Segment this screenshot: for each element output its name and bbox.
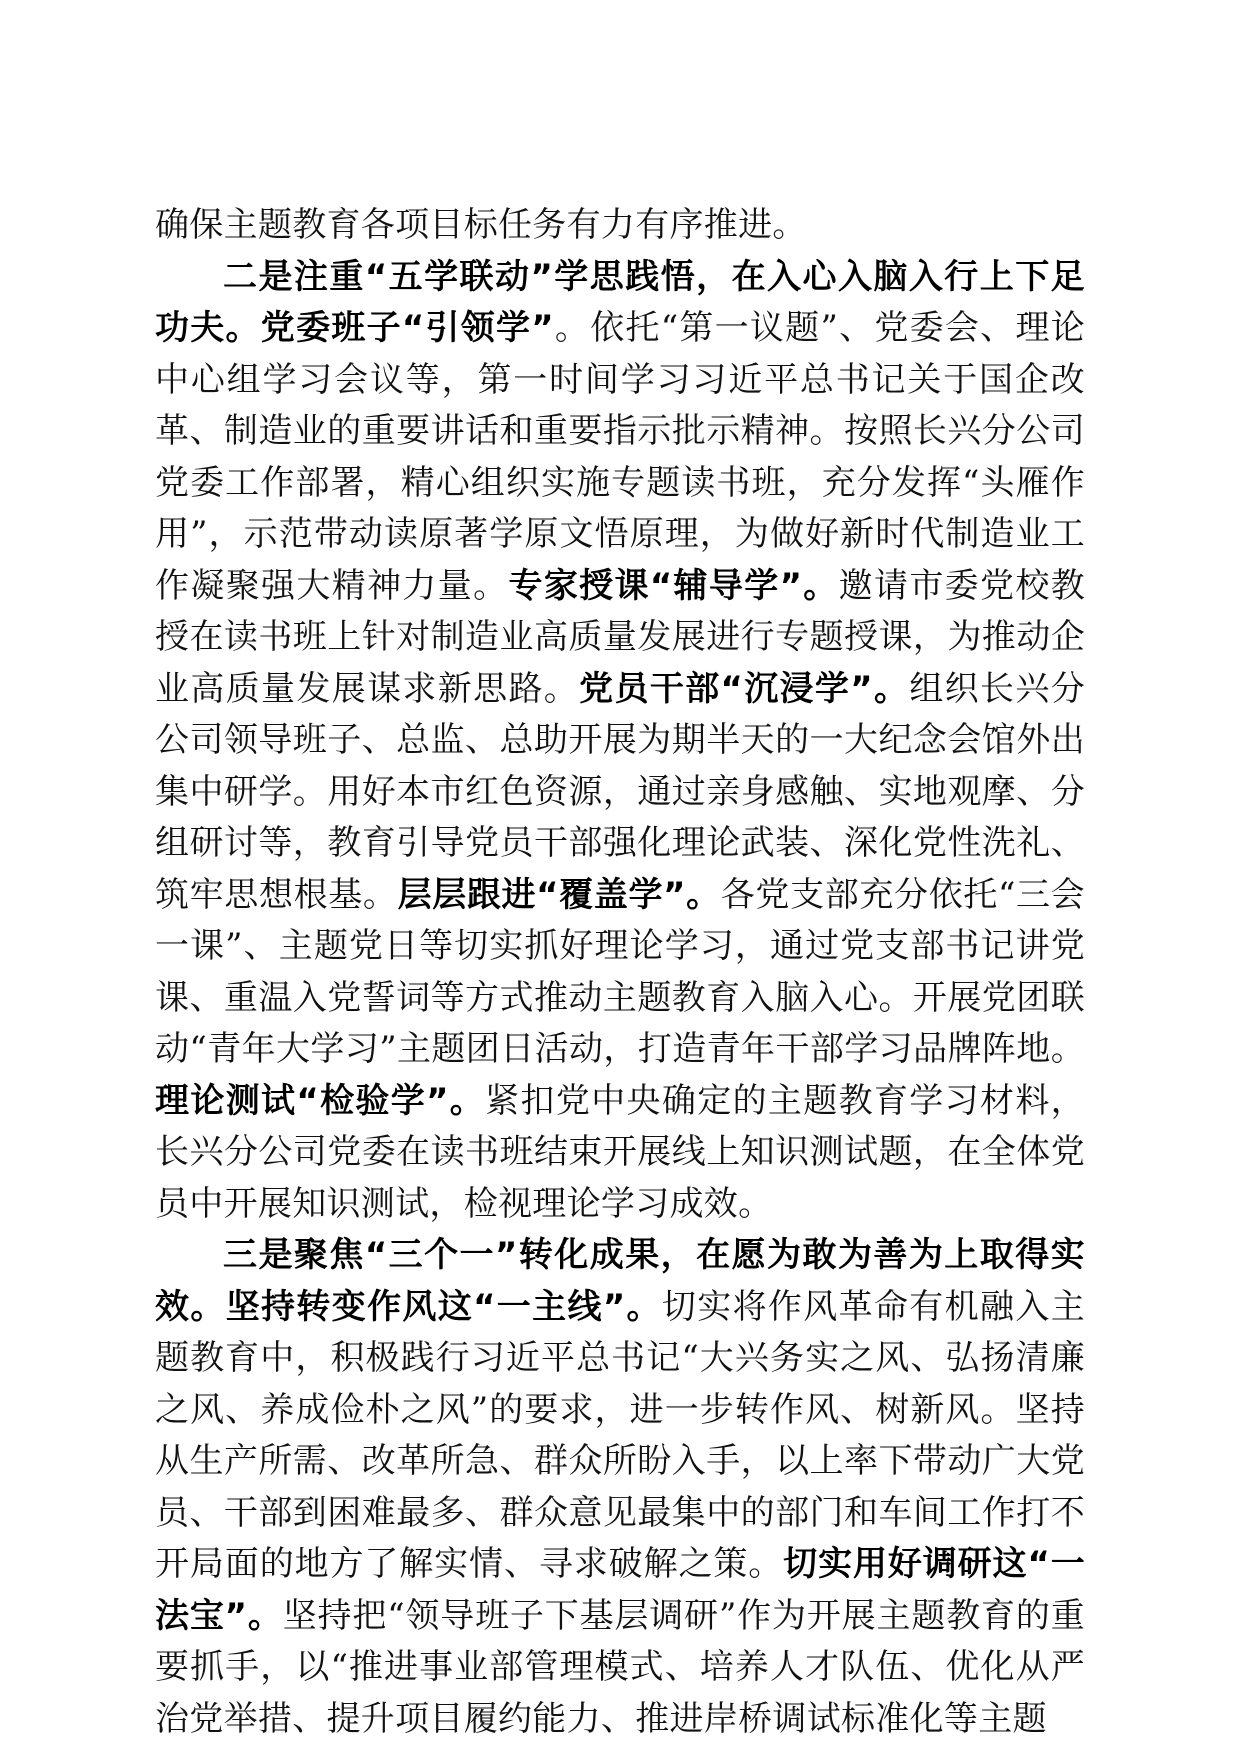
section-heading-three: 三是聚焦“三个一”转化成果，在愿为敢为善为上取得实效。坚持转变作风这“一主线”。 (155, 1235, 1085, 1327)
paragraph-2-text-4: 各党支部充分依托“三会一课”、主题党日等切实抓好理论学习，通过党支部书记讲党课、重温入党誓词等方式推动主题教育入脑入心。开展党团联动“青年大学习”主题团日活动，打造青年干部学习品牌阵地。 (155, 874, 1085, 1069)
paragraph-1-text: 确保主题教育各项目标任务有力有序推进。 (155, 205, 807, 245)
paragraph-3-text-1: 切实将作风革命有机融入主题教育中，积极践行习近平总书记“大兴务实之风、弘扬清廉之风、养成俭朴之风”的要求，进一步转作风、树新风。坚持从生产所需、改革所急、群众所盼入手，以上率下带动广大党员、干部到困难最多、群众意见最集中的部门和车间工作打不开局面的地方了解实情、寻求破解之策。 (155, 1286, 1085, 1584)
paragraph-1 (155, 200, 1085, 252)
subheading-research-tool: 切实用好调研这“一法宝”。 (155, 1544, 1086, 1636)
paragraph-2-text-3: 组织长兴分公司领导班子、总监、总助开展为期半天的一大纪念会馆外出集中研学。用好本市红色资源，通过亲身感触、实地观摩、分组研讨等，教育引导党员干部强化理论武装、深化党性洗礼、筑牢思想根基。 (155, 668, 1085, 915)
section-heading-two: 二是注重“五学联动”学思践悟，在入心入脑入行上下足功夫。党委班子“引领学” (155, 256, 1085, 348)
subheading-expert-lecture: 专家授课“辅导学”。 (508, 565, 839, 606)
paragraph-2-text-1: 。依托“第一议题”、党委会、理论中心组学习会议等，第一时间学习习近平总书记关于国企改革、制造业的重要讲话和重要指示批示精神。按照长兴分公司党委工作部署，精心组织实施专题读书班，充分发挥“头雁作用”，示范带动读原著学原文悟原理，为做好新时代制造业工作凝聚强大精神力量。 (155, 308, 1086, 606)
subheading-immersive-study: 党员干部“沉浸学”。 (579, 668, 910, 709)
document-page (155, 200, 1085, 1745)
paragraph-3-text-2: 坚持把“领导班子下基层调研”作为开展主题教育的重要抓手，以“推进事业部管理模式、培养人才队伍、优化从严治党举措、提升项目履约能力、推进岸桥调试标准化等主题 (155, 1595, 1086, 1739)
paragraph-2 (155, 252, 1085, 1231)
subheading-coverage-study: 层层跟进“覆盖学”。 (397, 874, 721, 915)
paragraph-3 (155, 1230, 1085, 1745)
paragraph-2-text-2: 邀请市委党校教授在读书班上针对制造业高质量发展进行专题授课，为推动企业高质量发展谋求新思路。 (155, 565, 1085, 709)
subheading-theory-test: 理论测试“检验学”。 (155, 1080, 486, 1121)
paragraph-2-text-5: 紧扣党中央确定的主题教育学习材料，长兴分公司党委在读书班结束开展线上知识测试题，在全体党员中开展知识测试，检视理论学习成效。 (155, 1080, 1085, 1224)
